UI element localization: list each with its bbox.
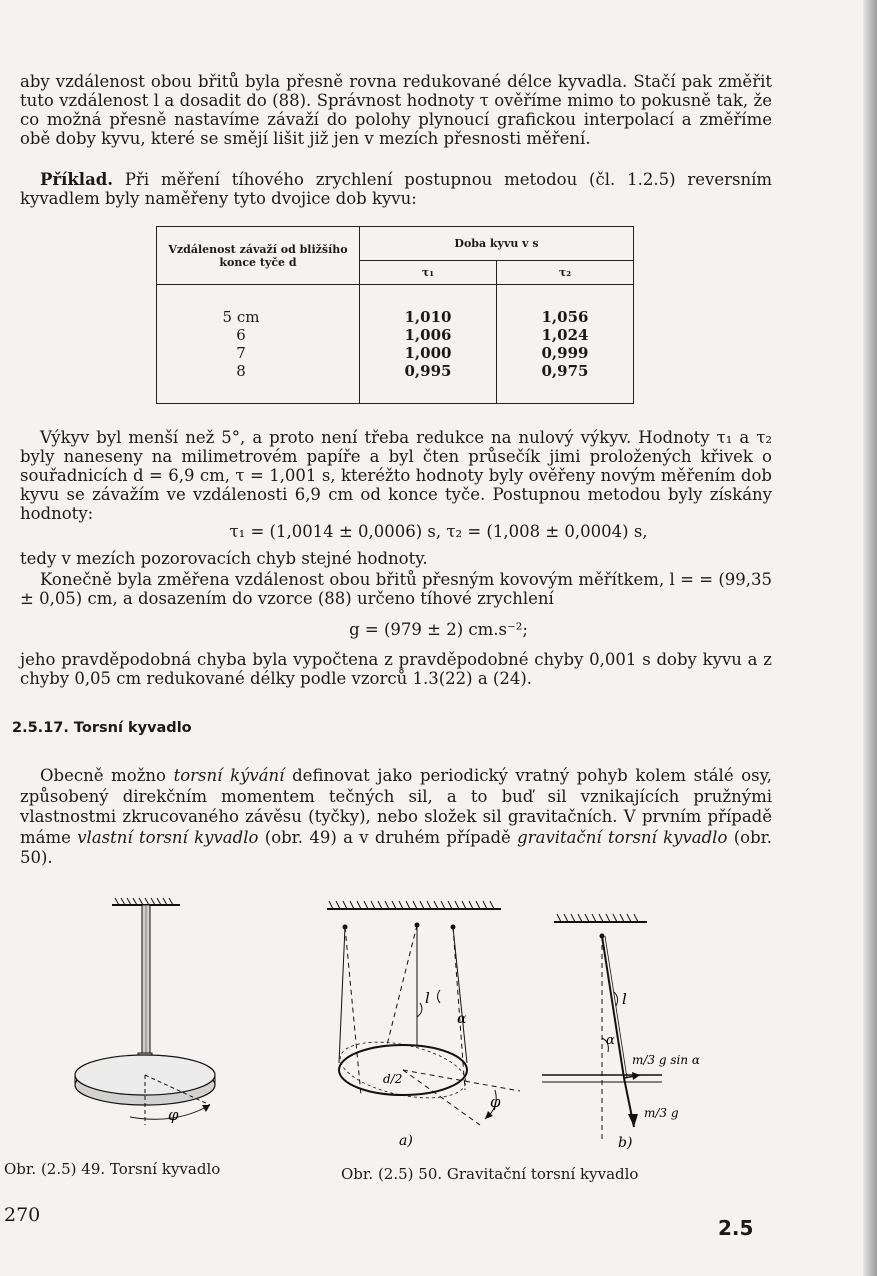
paragraph-final [20,570,772,608]
torsion-term: torsní kývání [173,766,285,785]
distance-cell: 8 [236,362,246,380]
length-label: l [425,989,430,1007]
tau1-column [360,285,497,404]
torsion-text: Obecně možno [40,766,174,785]
example-text: Při měření tíhového zrychlení postupnou metodou (čl. 1.2.5) reversním kyvadlem byly naměřeny tyto dvojice dob kyvu: [20,170,772,208]
paragraph-torsion [20,766,772,869]
torsion-term: vlastní torsní kyvadlo [77,827,259,847]
paragraph-same-values: tedy v mezích pozorovacích chyb stejné hodnoty. [20,549,428,568]
tau1-cell: 1,000 [404,344,452,362]
paragraph-results [20,428,772,523]
length-label: l [622,990,627,1008]
tau2-cell: 1,024 [541,326,589,344]
figure-49-torsion-pendulum [60,895,230,1135]
tau2-cell: 1,056 [541,308,589,326]
ceiling-hatch [329,901,494,909]
distance-cell: 7 [236,344,246,362]
tau2-column [497,285,634,404]
subfigure-b-label: b) [618,1135,633,1151]
tau2-cell: 0,975 [541,362,589,380]
phi-label: φ [490,1093,501,1111]
tau2-cell: 0,999 [541,344,589,362]
alpha-label: α [457,1011,467,1027]
page-number: 270 [4,1204,41,1226]
alpha-label: α [606,1033,615,1048]
header-tau1: τ₁ [360,261,497,285]
paragraph-intro: aby vzdálenost obou břitů byla přesně rovna redukované délce kyvadla. Stačí pak změřit tuto vzdálenost l a dosadit do (88). Správnost hodnoty τ ověříme mimo to pokusně tak, že co možná přesně nastavíme závaží do polohy plynoucí grafickou interpolací a změříme obě doby kyvu, které se smějí lišit již jen v mezích přesnosti měření. [20,72,772,148]
distance-column [157,285,360,404]
equation-g: g = (979 ± 2) cm.s⁻²; [349,620,528,639]
header-period: Doba kyvu v s [360,227,634,261]
example-label: Příklad. [40,170,114,189]
force-gravity-label: m/3 g [644,1106,679,1120]
measurement-table [156,226,634,404]
results-text: Výkyv byl menší než 5°, a proto není třeba redukce na nulový výkyv. Hodnoty τ₁ a τ₂ byly naneseny na milimetrovém papíře a byl čten průsečík jimi proložených křivek o souřadnicích d = 6,9 cm, τ = 1,001 s, kteréžto hodnoty byly ověřeny novým měřením dob kyvu se závažím ve vzdálenosti 6,9 cm od konce tyče. Postupnou metodou byly získány hodnoty: [20,428,772,523]
distance-cell: 5 cm [222,308,260,326]
tau1-cell: 1,010 [404,308,452,326]
header-distance: Vzdálenost závaží od bližšího konce tyče d [157,227,360,285]
chapter-number: 2.5 [718,1216,754,1240]
figure-49-caption: Obr. (2.5) 49. Torsní kyvadlo [4,1160,221,1178]
figure-50b-force-diagram [542,912,701,1152]
figure-50a-gravitational-pendulum [325,895,505,1155]
figure-50-caption: Obr. (2.5) 50. Gravitační torsní kyvadlo [341,1165,639,1183]
section-title: 2.5.17. Torsní kyvadlo [12,720,192,736]
subfigure-a-label: a) [399,1133,413,1149]
paragraph-error: jeho pravděpodobná chyba byla vypočtena z pravděpodobné chyby 0,001 s doby kyvu a z chyby 0,05 cm redukované délky podle vzorců 1.3(22) a (24). [20,650,772,688]
phi-label: φ [168,1106,179,1124]
tau1-cell: 0,995 [404,362,452,380]
header-tau2: τ₂ [497,261,634,285]
torsion-term: gravitační torsní kyvadlo [517,827,728,847]
half-distance-label: d/2 [383,1072,403,1086]
equation-tau: τ₁ = (1,0014 ± 0,0006) s, τ₂ = (1,008 ± 0,0004) s, [229,522,648,541]
final-text: Konečně byla změřena vzdálenost obou břitů přesným kovovým měřítkem, l = = (99,35 ± 0,05) cm, a dosazením do vzorce (88) určeno tíhové zrychlení [20,570,772,608]
paragraph-example [20,170,772,208]
distance-cell: 6 [236,326,246,344]
torsion-text: (obr. 49) a v druhém případě [258,827,518,847]
torsion-text: (obr. 50). [20,827,772,867]
tau1-cell: 1,006 [404,326,452,344]
torsion-text: definovat jako periodický vratný pohyb kolem stálé osy, způsobený direkčním momentem tečných sil, a to buď sil vznikajících pružnými vlastnostmi zkrucovaného závěsu (tyčky), nebo složek sil gravitačních. V prvním případě máme [20,766,773,847]
force-tangential-label: m/3 g sin α [632,1053,701,1067]
